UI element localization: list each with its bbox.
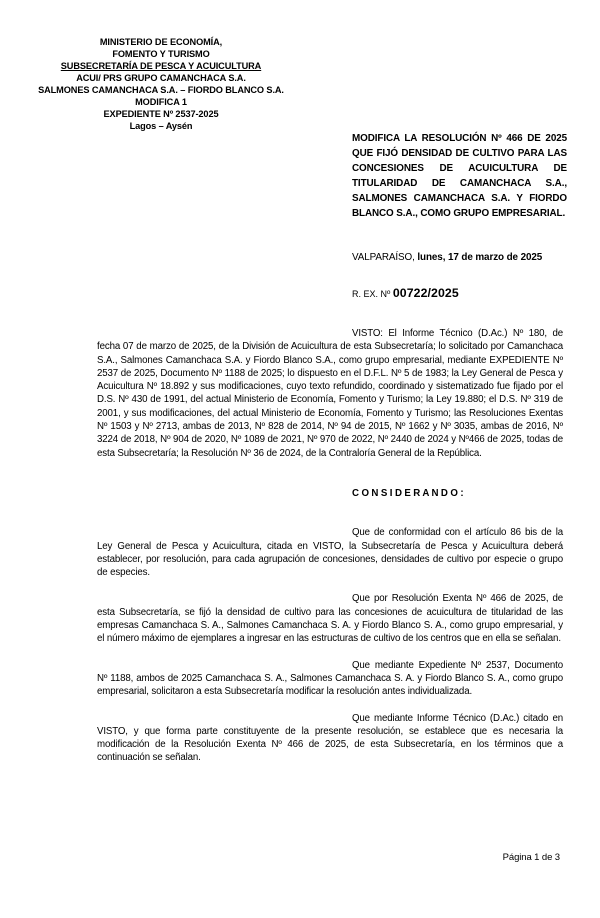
resolution-subject-title: MODIFICA LA RESOLUCIÓN Nº 466 DE 2025 QUE FIJÓ DENSIDAD DE CULTIVO PARA LAS CONCESIONES DE ACUICULTURA DE TITULARIDAD DE CAMANCHACA S.A., SALMONES CAMANCHACA S.A. Y FIORDO BLANCO S.A., COMO GRUPO EMPRESARIAL. xyxy=(352,133,567,219)
dateline-city: VALPARAÍSO, xyxy=(352,252,415,263)
document-body xyxy=(97,327,563,778)
resolution-number-value: 00722/2025 xyxy=(392,286,459,300)
letterhead-region: Lagos – Aysén xyxy=(129,121,193,131)
page-number: Página 1 de 3 xyxy=(502,852,560,863)
visto-paragraph: VISTO: El Informe Técnico (D.Ac.) Nº 180, de fecha 07 de marzo de 2025, de la División de Acuicultura de esta Subsecretaría; lo solicitado por Camanchaca S.A., Salmones Camanchaca S.A. y Fiordo Blanco S.A., como grupo empresarial, mediante EXPEDIENTE Nº 2537 de 2025, Documento Nº 1188 de 2025; lo dispuesto en el D.F.L. Nº 5 de 1983; la Ley General de Pesca y Acuicultura Nº 18.892 y sus modificaciones, cuyo texto refundido, coordinado y sistematizado fue fijado por el D.S. Nº 430 de 1991, del actual Ministerio de Economía, Fomento y Turismo; la Ley 19.880; el D.S. Nº 319 de 2001, y sus modificaciones, del actual Ministerio de Economía, Fomento y Turismo; las Resoluciones Exentas Nº 1503 y Nº 2713, ambas de 2013, Nº 828 de 2014, Nº 94 de 2015, Nº 1662 y Nº 3035, ambas de 2016, Nº 3224 de 2018, Nº 904 de 2020, Nº 1089 de 2021, Nº 970 de 2022, Nº 2440 de 2024 y Nº466 de 2025, todas de esta Subsecretaría; la Resolución Nº 36 de 2024, de la Contraloría General de la República. xyxy=(97,328,563,459)
letterhead-expediente: EXPEDIENTE Nº 2537-2025 xyxy=(103,109,219,119)
letterhead-subsecretaria: SUBSECRETARÍA DE PESCA Y ACUICULTURA xyxy=(60,61,262,71)
letterhead-companies: SALMONES CAMANCHACA S.A. – FIORDO BLANCO S.A. xyxy=(38,85,284,95)
letterhead-unit: ACUI/ PRS GRUPO CAMANCHACA S.A. xyxy=(76,73,246,83)
considerando-paragraph-4: Que mediante Informe Técnico (D.Ac.) citado en VISTO, y que forma parte constituyente de la presente resolución, se establece que es necesaria la modificación de la Resolución Exenta Nº 466 de 2025, de esta Subsecretaría, en los términos que a continuación se señalan. xyxy=(97,712,563,764)
considerando-paragraph-2: Que por Resolución Exenta Nº 466 de 2025, de esta Subsecretaría, se fijó la densidad de cultivo para las concesiones de acuicultura de titularidad de las empresas Camanchaca S. A., Salmones Camanchaca S. A. y Fiordo Blanco S. A., como grupo empresarial, y el número máximo de ejemplares a ingresar en las estructuras de cultivo de los centros que en ella se señalan. xyxy=(97,593,563,645)
letterhead xyxy=(26,36,296,132)
considerando-paragraph-3: Que mediante Expediente Nº 2537, Documento Nº 1188, ambos de 2025 Camanchaca S. A., Salmones Camanchaca S. A. y Fiordo Blanco S. A., como grupo empresarial, solicitaron a esta Subsecretaría modificar la resolución antes individualizada. xyxy=(97,659,563,698)
considerando-paragraph-1: Que de conformidad con el artículo 86 bis de la Ley General de Pesca y Acuicultura, citada en VISTO, la Subsecretaría de Pesca y Acuicultura deberá establecer, por resolución, para cada agrupación de concesiones, densidades de cultivo por especie o grupo de especies. xyxy=(97,527,563,579)
resolution-number-prefix: R. EX. Nº xyxy=(352,289,391,299)
resolution-number-line xyxy=(352,286,459,300)
letterhead-ministry-line1: MINISTERIO DE ECONOMÍA, xyxy=(99,37,223,47)
dateline-date: lunes, 17 de marzo de 2025 xyxy=(417,252,543,263)
considerando-heading: C O N S I D E R A N D O : xyxy=(352,487,464,499)
dateline xyxy=(352,252,542,263)
letterhead-modifica: MODIFICA 1 xyxy=(135,97,187,107)
letterhead-ministry-line2: FOMENTO Y TURISMO xyxy=(112,49,210,59)
